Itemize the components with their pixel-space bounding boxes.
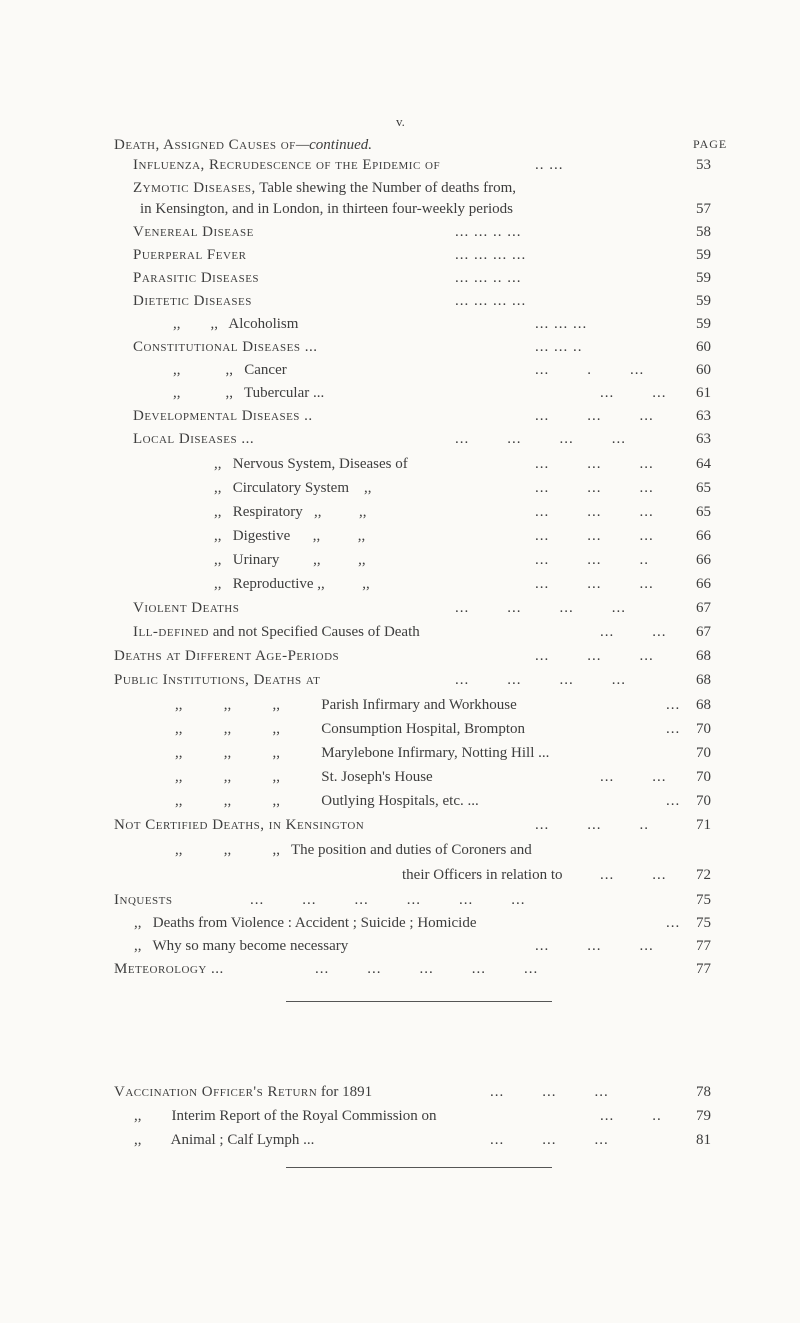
list-item	[0, 316, 800, 336]
list-item	[0, 842, 800, 862]
page-number: v.	[396, 114, 405, 129]
list-item	[0, 938, 800, 958]
leader-dots: ... ... .. ...	[455, 270, 522, 286]
entry-page: 61	[696, 385, 711, 401]
leader-dots: ... ... ...	[535, 648, 654, 664]
list-item	[0, 293, 800, 313]
leader-dots: ... ... ...	[535, 480, 654, 496]
entry-text: ,, Interim Report of the Royal Commission on	[134, 1108, 437, 1124]
list-item	[0, 201, 800, 221]
list-item	[0, 362, 800, 382]
leader-dots: ... ... ... ... ...	[315, 961, 539, 977]
entry-page: 59	[696, 293, 711, 309]
list-item	[0, 793, 800, 813]
list-item	[0, 408, 800, 428]
entry-text: Ill-defined and not Specified Causes of Death	[133, 624, 420, 640]
page-column-label: PAGE	[693, 137, 728, 151]
list-item	[0, 961, 800, 981]
section-heading	[114, 137, 372, 154]
leader-dots: ... ... ... ...	[455, 293, 527, 309]
leader-dots: .. ...	[535, 157, 564, 173]
entry-text: ,, ,, Alcoholism	[173, 316, 299, 332]
leader-dots: ... ... ... ... ... ...	[250, 892, 526, 908]
leader-dots: ...	[666, 793, 681, 809]
leader-dots: ... ... ...	[535, 316, 588, 332]
list-item	[0, 1084, 800, 1104]
list-item	[0, 1132, 800, 1152]
entry-page: 77	[696, 961, 711, 977]
entry-text: ,, Circulatory System ,,	[214, 480, 372, 496]
entry-page: 75	[696, 892, 711, 908]
list-item	[0, 697, 800, 717]
entry-page: 65	[696, 504, 711, 520]
entry-text: Inquests	[114, 892, 173, 908]
entry-page: 70	[696, 769, 711, 785]
entry-text: Vaccination Officer's Return for 1891	[114, 1084, 373, 1100]
leader-dots: ... ... ... ...	[455, 672, 626, 688]
leader-dots: ... ... .. ...	[455, 224, 522, 240]
entry-text: Developmental Diseases ..	[133, 408, 313, 424]
entry-text: ,, ,, ,, Marylebone Infirmary, Notting Hill ...	[175, 745, 550, 761]
entry-page: 78	[696, 1084, 711, 1100]
list-item	[0, 385, 800, 405]
list-item	[0, 456, 800, 476]
leader-dots: ... ... ..	[535, 339, 583, 355]
list-item	[0, 892, 800, 912]
entry-text: Violent Deaths	[133, 600, 240, 616]
entry-page: 67	[696, 624, 711, 640]
leader-dots: ... ... ...	[490, 1084, 609, 1100]
entry-text: Puerperal Fever	[133, 247, 247, 263]
leader-dots: ...	[666, 915, 681, 931]
list-item	[0, 247, 800, 267]
leader-dots: ... ... ...	[490, 1132, 609, 1148]
leader-dots: ... ... ...	[535, 408, 654, 424]
list-item	[0, 339, 800, 359]
entry-page: 75	[696, 915, 711, 931]
leader-dots: ... ... ...	[535, 504, 654, 520]
entry-page: 59	[696, 247, 711, 263]
entry-text: Influenza, Recrudescence of the Epidemic of	[133, 157, 441, 173]
entry-text: ,, ,, ,, Parish Infirmary and Workhouse	[175, 697, 517, 713]
entry-text: Not Certified Deaths, in Kensington	[114, 817, 365, 833]
list-item	[0, 915, 800, 935]
entry-page: 64	[696, 456, 711, 472]
entry-text: ,, Why so many become necessary	[134, 938, 349, 954]
entry-page: 68	[696, 672, 711, 688]
list-item	[0, 672, 800, 692]
list-item	[0, 624, 800, 644]
entry-page: 70	[696, 793, 711, 809]
entry-text: Zymotic Diseases, Table shewing the Number of deaths from,	[133, 180, 517, 196]
entry-page: 57	[696, 201, 711, 217]
entry-page: 81	[696, 1132, 711, 1148]
leader-dots: ... . ...	[535, 362, 645, 378]
list-item	[0, 180, 800, 200]
entry-text: in Kensington, and in London, in thirteen four-weekly periods	[140, 201, 513, 217]
entry-text: Constitutional Diseases ...	[133, 339, 318, 355]
entry-text: ,, ,, Cancer	[173, 362, 287, 378]
entry-page: 63	[696, 408, 711, 424]
entry-text: Meteorology ...	[114, 961, 224, 977]
leader-dots: ... ...	[600, 624, 667, 640]
entry-page: 66	[696, 528, 711, 544]
list-item	[0, 600, 800, 620]
list-item	[0, 157, 800, 177]
entry-text: ,, Nervous System, Diseases of	[214, 456, 408, 472]
list-item	[0, 480, 800, 500]
entry-page: 66	[696, 576, 711, 592]
entry-text: Public Institutions, Deaths at	[114, 672, 321, 688]
leader-dots: ... ...	[600, 385, 667, 401]
entry-page: 79	[696, 1108, 711, 1124]
entry-page: 59	[696, 316, 711, 332]
entry-page: 59	[696, 270, 711, 286]
entry-text: Local Diseases ...	[133, 431, 255, 447]
entry-page: 66	[696, 552, 711, 568]
list-item	[0, 721, 800, 741]
entry-text: ,, Respiratory ,, ,,	[214, 504, 367, 520]
entry-page: 70	[696, 745, 711, 761]
leader-dots: ... ... ...	[535, 456, 654, 472]
entry-page: 71	[696, 817, 711, 833]
leader-dots: ... ...	[600, 769, 667, 785]
leader-dots: ... ... ... ...	[455, 600, 626, 616]
list-item	[0, 552, 800, 572]
entry-text: ,, Deaths from Violence : Accident ; Suicide ; Homicide	[134, 915, 477, 931]
list-item	[0, 867, 800, 887]
entry-page: 63	[696, 431, 711, 447]
leader-dots: ... ... ...	[535, 938, 654, 954]
entry-text: Dietetic Diseases	[133, 293, 252, 309]
leader-dots: ... ... ..	[535, 552, 649, 568]
list-item	[0, 270, 800, 290]
entry-text: Deaths at Different Age-Periods	[114, 648, 340, 664]
list-item	[0, 769, 800, 789]
entry-text: Parasitic Diseases	[133, 270, 260, 286]
leader-dots: ... ..	[600, 1108, 662, 1124]
leader-dots: ...	[666, 721, 681, 737]
list-item	[0, 224, 800, 244]
list-item	[0, 576, 800, 596]
entry-page: 68	[696, 697, 711, 713]
entry-page: 60	[696, 339, 711, 355]
divider	[286, 1167, 552, 1168]
leader-dots: ... ... ..	[535, 817, 649, 833]
entry-page: 72	[696, 867, 711, 883]
list-item	[0, 431, 800, 451]
entry-text: Venereal Disease	[133, 224, 254, 240]
list-item	[0, 745, 800, 765]
list-item	[0, 528, 800, 548]
continued-note: —continued.	[295, 137, 373, 153]
entry-page: 70	[696, 721, 711, 737]
list-item	[0, 504, 800, 524]
entry-page: 60	[696, 362, 711, 378]
leader-dots: ... ... ...	[535, 528, 654, 544]
entry-text: ,, Animal ; Calf Lymph ...	[134, 1132, 315, 1148]
leader-dots: ... ... ... ...	[455, 247, 527, 263]
entry-page: 77	[696, 938, 711, 954]
entry-page: 53	[696, 157, 711, 173]
list-item	[0, 817, 800, 837]
entry-text: ,, ,, ,, Outlying Hospitals, etc. ...	[175, 793, 479, 809]
leader-dots: ...	[666, 697, 681, 713]
divider	[286, 1001, 552, 1002]
entry-page: 67	[696, 600, 711, 616]
entry-page: 68	[696, 648, 711, 664]
entry-text: ,, Urinary ,, ,,	[214, 552, 366, 568]
entry-page: 58	[696, 224, 711, 240]
leader-dots: ... ... ... ...	[455, 431, 626, 447]
entry-text: ,, ,, ,, St. Joseph's House	[175, 769, 433, 785]
entry-text: ,, ,, ,, The position and duties of Coroners and	[175, 842, 532, 858]
entry-text: ,, ,, Tubercular ...	[173, 385, 325, 401]
list-item	[0, 648, 800, 668]
section-title: Death, Assigned Causes of	[114, 137, 296, 153]
entry-page: 65	[696, 480, 711, 496]
leader-dots: ... ... ...	[535, 576, 654, 592]
entry-text: their Officers in relation to	[402, 867, 563, 883]
entry-text: ,, ,, ,, Consumption Hospital, Brompton	[175, 721, 526, 737]
entry-text: ,, Digestive ,, ,,	[214, 528, 366, 544]
entry-text: ,, Reproductive ,, ,,	[214, 576, 370, 592]
leader-dots: ... ...	[600, 867, 667, 883]
list-item	[0, 1108, 800, 1128]
